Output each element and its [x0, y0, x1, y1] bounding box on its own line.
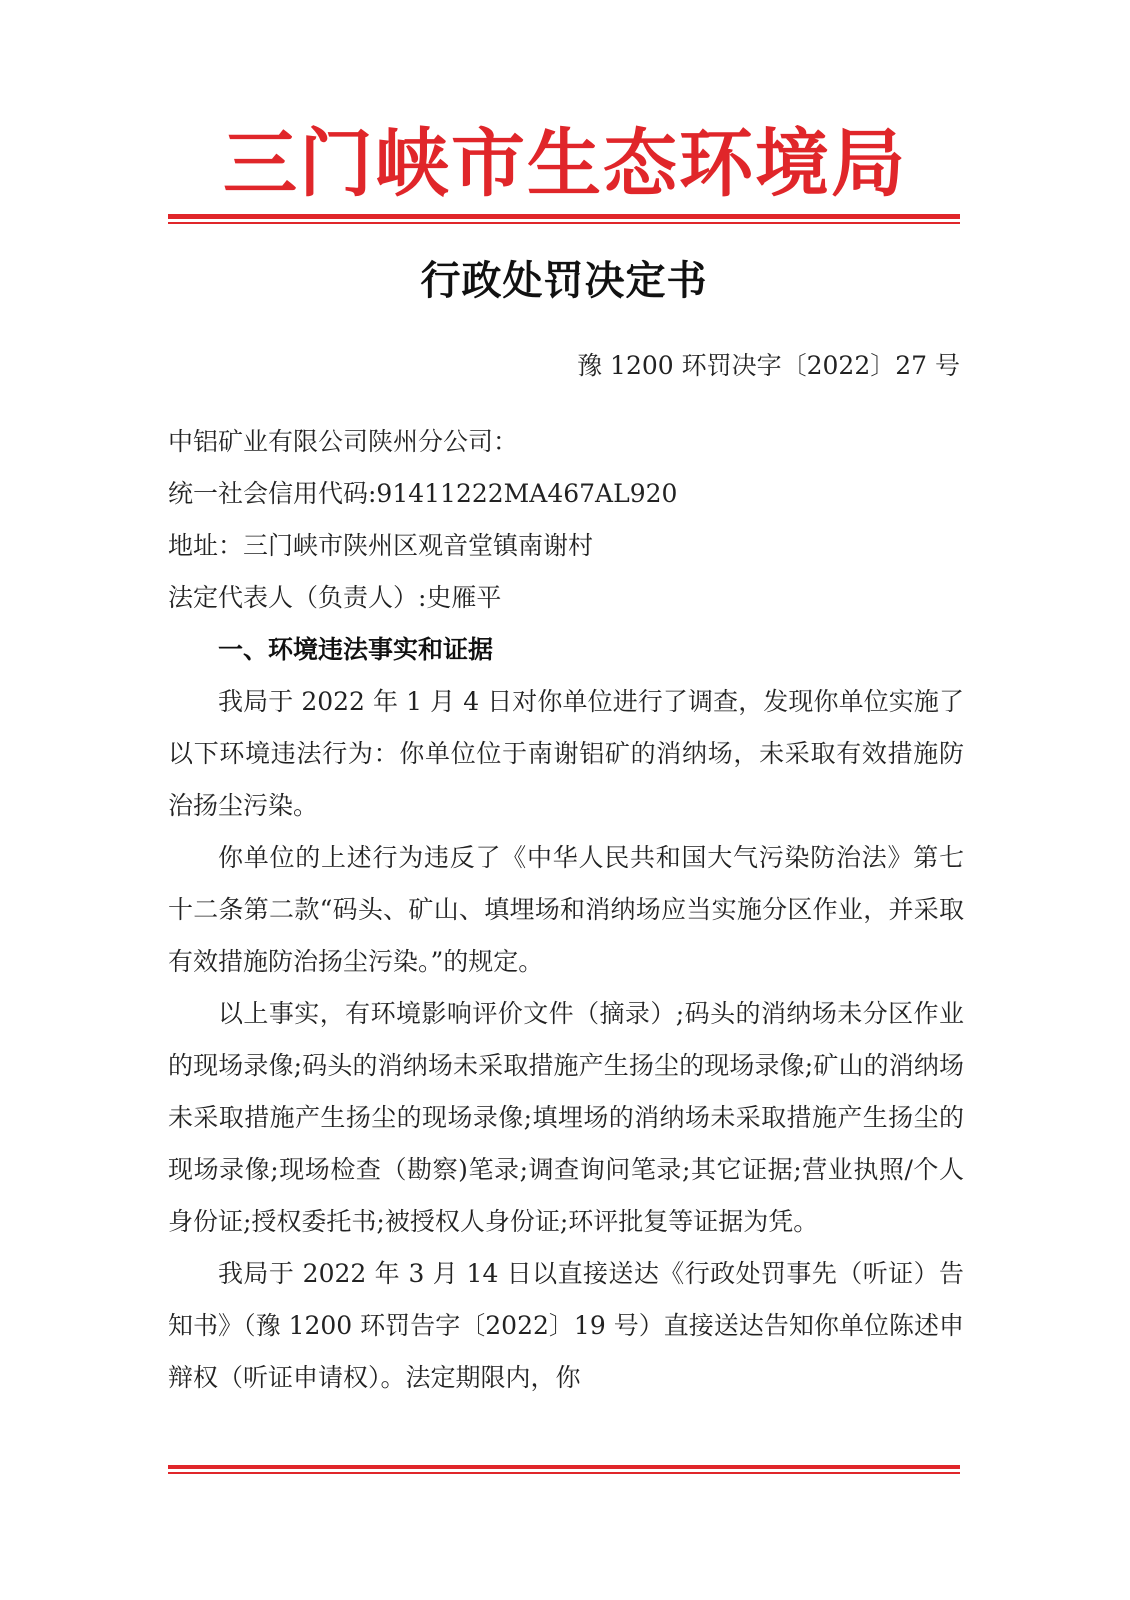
- footer-rule-thin: [168, 1472, 960, 1474]
- letterhead-rule-thin: [168, 222, 960, 224]
- party-representative: 法定代表人（负责人）:史雁平: [168, 583, 502, 612]
- party-credit-code: 统一社会信用代码:91411222MA467AL920: [168, 479, 678, 508]
- paragraph-investigation: 我局于 2022 年 1 月 4 日对你单位进行了调查，发现你单位实施了以下环境违法行为：你单位位于南谢铝矿的消纳场，未采取有效措施防治扬尘污染。: [168, 687, 964, 820]
- footer-rule-thick: [168, 1465, 960, 1469]
- letterhead-rule-thick: [168, 214, 960, 219]
- paragraph-notice: 我局于 2022 年 3 月 14 日以直接送达《行政处罚事先（听证）告知书》（豫 1200 环罚告字〔2022〕19 号）直接送达告知你单位陈述申辩权（听证申请权）。法定期限内，你: [168, 1259, 964, 1392]
- paragraph-evidence: 以上事实，有环境影响评价文件（摘录）;码头的消纳场未分区作业的现场录像;码头的消纳场未采取措施产生扬尘的现场录像;矿山的消纳场未采取措施产生扬尘的现场录像;填埋场的消纳场未采取措施产生扬尘的现场录像;现场检查（勘察)笔录;调查询问笔录;其它证据;营业执照/个人身份证;授权委托书;被授权人身份证;环评批复等证据为凭。: [168, 999, 964, 1236]
- party-name: 中铝矿业有限公司陕州分公司：: [168, 427, 519, 456]
- agency-letterhead-title: 三门峡市生态环境局: [223, 121, 907, 207]
- paragraph-legal-basis: 你单位的上述行为违反了《中华人民共和国大气污染防治法》第七十二条第二款“码头、矿山、填埋场和消纳场应当实施分区作业，并采取有效措施防治扬尘污染。”的规定。: [168, 843, 964, 976]
- party-address: 地址：三门峡市陕州区观音堂镇南谢村: [168, 531, 594, 560]
- document-title: 行政处罚决定书: [420, 257, 708, 304]
- section-heading-facts: 一、环境违法事实和证据: [218, 635, 494, 664]
- document-body: [168, 416, 964, 1404]
- document-number: 豫 1200 环罚决字〔2022〕27 号: [577, 351, 960, 380]
